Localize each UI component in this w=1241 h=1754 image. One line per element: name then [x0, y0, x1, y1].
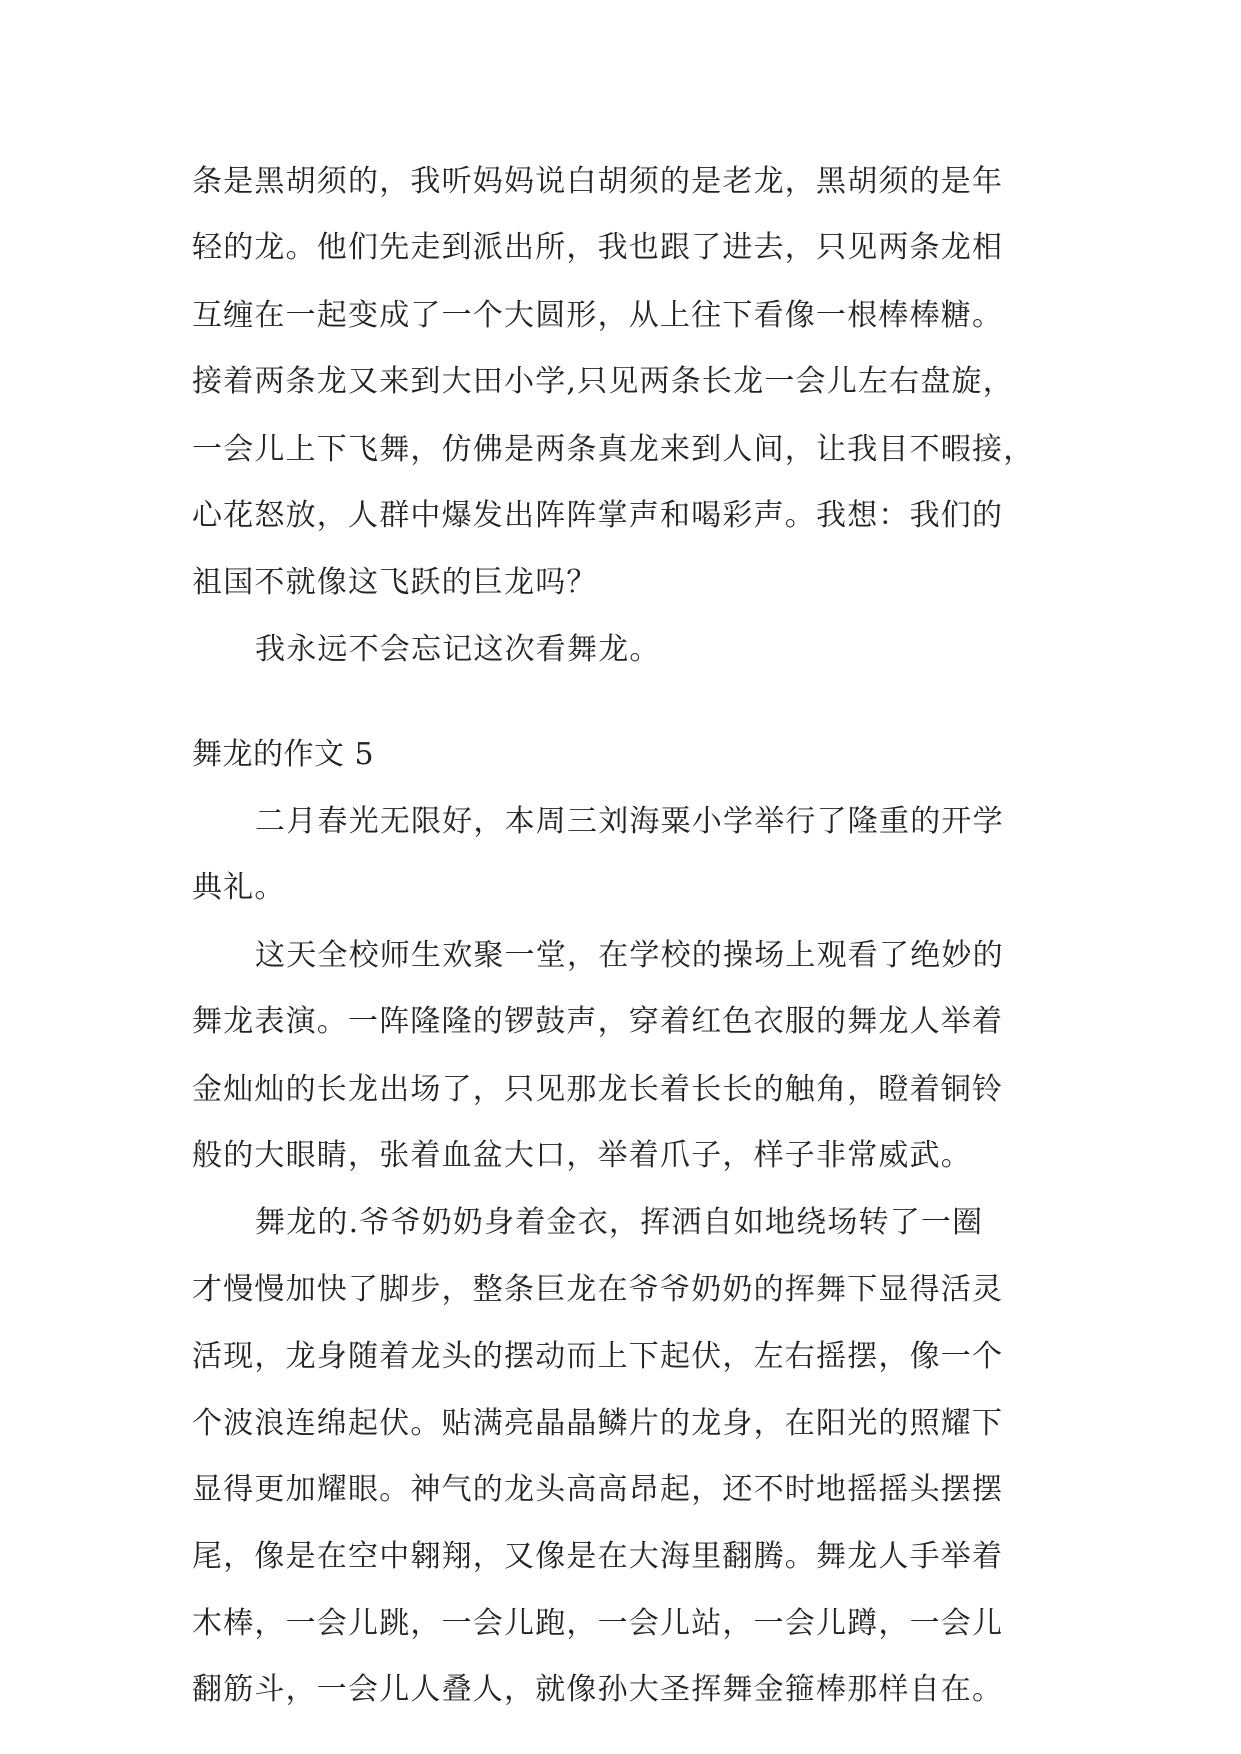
paragraph-line: 二月春光无限好，本周三刘海粟小学举行了隆重的开学 [255, 804, 1004, 839]
paragraph-line: 舞龙的.爷爷奶奶身着金衣，挥洒自如地绕场转了一圈 [255, 1205, 984, 1240]
text-line: 条是黑胡须的，我听妈妈说白胡须的是老龙，黑胡须的是年 [192, 164, 1004, 199]
text-line: 一会儿上下飞舞，仿佛是两条真龙来到人间，让我目不暇接， [192, 432, 1035, 467]
text-line: 活现，龙身随着龙头的摆动而上下起伏，左右摇摆，像一个 [192, 1339, 1004, 1374]
text-line: 祖国不就像这飞跃的巨龙吗？ [192, 565, 598, 600]
text-line: 显得更加耀眼。神气的龙头高高昂起，还不时地摇摇头摆摆 [192, 1472, 1004, 1507]
text-line: 舞龙表演。一阵隆隆的锣鼓声，穿着红色衣服的舞龙人举着 [192, 1004, 1004, 1039]
text-line: 典礼。 [192, 870, 286, 905]
text-line: 才慢慢加快了脚步，整条巨龙在爷爷奶奶的挥舞下显得活灵 [192, 1272, 1004, 1307]
text-line: 尾，像是在空中翱翔，又像是在大海里翻腾。舞龙人手举着 [192, 1539, 1004, 1574]
section-heading: 舞龙的作文 5 [192, 737, 375, 772]
text-line: 轻的龙。他们先走到派出所，我也跟了进去，只见两条龙相 [192, 230, 1004, 265]
text-line: 个波浪连绵起伏。贴满亮晶晶鳞片的龙身，在阳光的照耀下 [192, 1406, 1004, 1441]
text-line: 金灿灿的长龙出场了，只见那龙长着长长的触角，瞪着铜铃 [192, 1072, 1004, 1107]
text-line: 木棒，一会儿跳，一会儿跑，一会儿站，一会儿蹲，一会儿 [192, 1606, 1004, 1641]
text-line: 接着两条龙又来到大田小学,只见两条长龙一会儿左右盘旋， [192, 364, 1014, 399]
paragraph-line: 我永远不会忘记这次看舞龙。 [255, 632, 661, 667]
text-line: 互缠在一起变成了一个大圆形，从上往下看像一根棒棒糖。 [192, 298, 1004, 333]
paragraph-line: 这天全校师生欢聚一堂，在学校的操场上观看了绝妙的 [255, 938, 1004, 973]
text-line: 翻筋斗，一会儿人叠人，就像孙大圣挥舞金箍棒那样自在。 [192, 1672, 1004, 1707]
text-line: 心花怒放，人群中爆发出阵阵掌声和喝彩声。我想：我们的 [192, 498, 1004, 533]
text-line: 般的大眼睛，张着血盆大口，举着爪子，样子非常威武。 [192, 1138, 972, 1173]
